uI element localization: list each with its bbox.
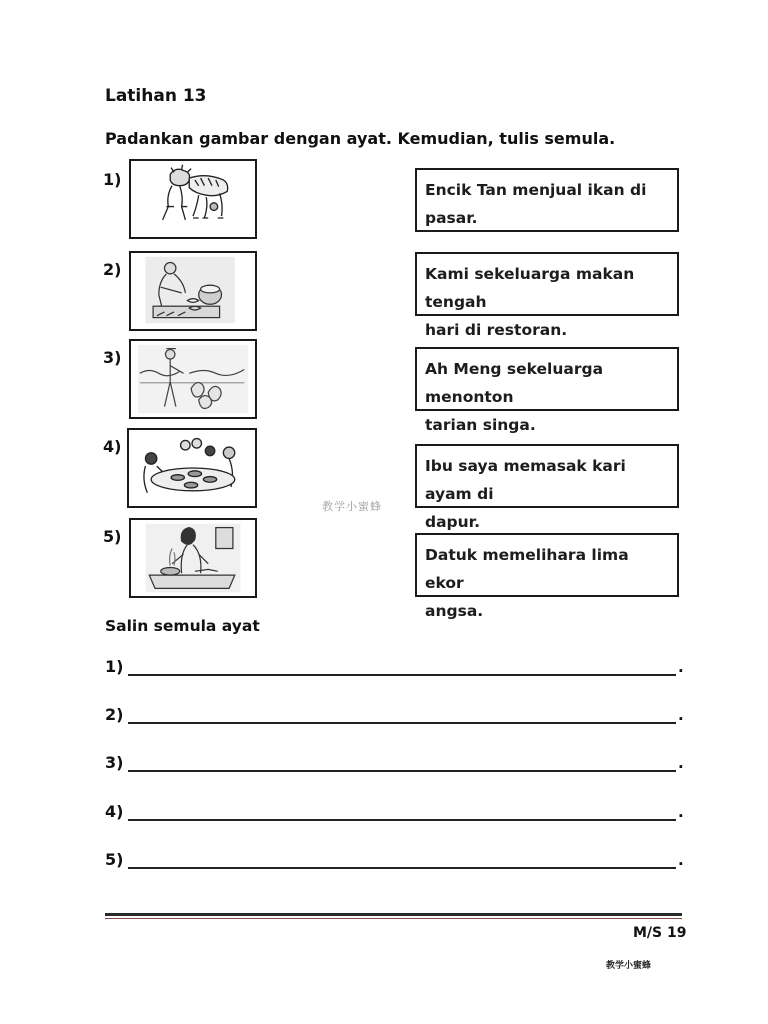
footer-rule xyxy=(105,913,682,916)
sentence-box-2 xyxy=(415,252,679,339)
picture-number-5: 5) xyxy=(103,527,122,546)
sentence-box-5 xyxy=(415,533,679,620)
watermark: 教学小蜜蜂 xyxy=(322,500,382,513)
write-line-5[interactable] xyxy=(128,867,676,869)
footer-rule-accent xyxy=(105,918,682,919)
write-line-1[interactable] xyxy=(128,674,676,676)
picture-number-4: 4) xyxy=(103,437,122,456)
sentence-box-4 xyxy=(415,444,679,531)
sentence-3-line-1: Ah Meng sekeluarga menonton xyxy=(425,360,604,406)
sentence-1-line-2: pasar. xyxy=(425,209,478,227)
picture-lion-dance xyxy=(129,159,257,239)
picture-number-2: 2) xyxy=(103,260,122,279)
write-line-end-2: . xyxy=(678,706,684,724)
sentence-box-3 xyxy=(415,347,679,434)
write-line-3[interactable] xyxy=(128,770,676,772)
picture-fishmonger xyxy=(129,251,257,331)
write-line-number-1: 1) xyxy=(105,657,124,676)
instruction-text: Padankan gambar dengan ayat. Kemudian, tulis semula. xyxy=(105,129,616,148)
sentence-4-line-2: dapur. xyxy=(425,513,481,531)
write-line-4[interactable] xyxy=(128,819,676,821)
sentence-box-1 xyxy=(415,168,679,232)
picture-family-dining xyxy=(127,428,257,508)
write-line-2[interactable] xyxy=(128,722,676,724)
footer-logo-text: 教学小蜜蜂 xyxy=(606,961,652,971)
sentence-1-line-1: Encik Tan menjual ikan di xyxy=(425,181,647,199)
fishmonger-icon xyxy=(131,253,255,329)
sentence-3-line-2: tarian singa. xyxy=(425,416,536,434)
family-dining-icon xyxy=(129,430,255,506)
sentence-2-line-1: Kami sekeluarga makan tengah xyxy=(425,265,635,311)
exercise-title: Latihan 13 xyxy=(105,86,207,106)
picture-farmer-geese xyxy=(129,339,257,419)
write-line-number-5: 5) xyxy=(105,850,124,869)
sentence-4-line-1: Ibu saya memasak kari ayam di xyxy=(425,457,626,503)
write-line-end-5: . xyxy=(678,851,684,869)
farmer-geese-icon xyxy=(131,341,255,417)
sentence-2-line-2: hari di restoran. xyxy=(425,321,568,339)
write-line-number-2: 2) xyxy=(105,705,124,724)
write-line-end-4: . xyxy=(678,803,684,821)
write-line-number-4: 4) xyxy=(105,802,124,821)
lion-dance-icon xyxy=(131,161,255,237)
picture-mother-cooking xyxy=(129,518,257,598)
picture-number-1: 1) xyxy=(103,170,122,189)
write-line-end-1: . xyxy=(678,658,684,676)
page-number: M/S 19 xyxy=(633,925,687,941)
copy-section-title: Salin semula ayat xyxy=(105,617,260,635)
write-line-number-3: 3) xyxy=(105,753,124,772)
sentence-5-line-1: Datuk memelihara lima ekor xyxy=(425,546,629,592)
write-line-end-3: . xyxy=(678,754,684,772)
sentence-5-line-2: angsa. xyxy=(425,602,484,620)
mother-cooking-icon xyxy=(131,520,255,596)
picture-number-3: 3) xyxy=(103,348,122,367)
